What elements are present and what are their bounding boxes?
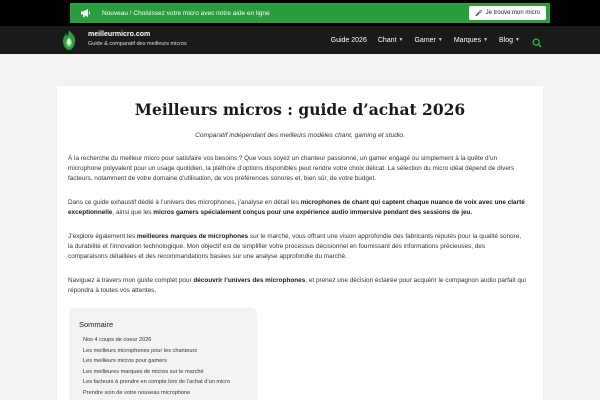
- toc-item[interactable]: Les meilleures marques de micros sur le marché: [83, 368, 204, 375]
- bold-text: découvrir l’univers des microphones: [193, 277, 306, 284]
- toc-item[interactable]: Nos 4 coups de coeur 2026: [83, 337, 152, 343]
- text: sur le marché, vous offrant une vision approfondie des fabricants réputés pour la qualité sonore, la durabilité et l’innovation technologique. Mon objectif est de simplifier votre processus décisionnel en fournissant des informations précieuses, des comparaisons détaillées et des recommandations basées sur une analyse approfondie du marché.: [68, 233, 522, 260]
- intro-paragraph-4: [68, 276, 526, 296]
- megaphone-icon: [78, 6, 92, 20]
- nav-label: Marques: [453, 36, 482, 44]
- bold-text: micros gamers spécialement conçus pour une expérience audio immersive pendant des sessions de jeu.: [153, 209, 473, 216]
- toc-item[interactable]: Les meilleurs micros pour gamers: [83, 358, 167, 364]
- nav-label: Blog: [499, 36, 514, 44]
- bold-text: meilleures marques de microphones: [136, 233, 249, 240]
- nav-item-blog[interactable]: [499, 37, 520, 44]
- intro-paragraph-1: À la recherche du meilleur micro pour satisfaire vos besoins ? Que vous soyez un chanteur passionné, un gamer engagé ou simplement à la quête d’un microphone polyvalent pour un usage quotidien, la pléthore d’options disponibles peut rendre votre choix délicat. La sélection du micro idéal dépend de divers facteurs, notamment de votre domaine d’utilisation, de vos préférences sonores et, bien sûr, de votre budget.: [68, 155, 515, 182]
- promo-bar: [0, 0, 600, 26]
- article-card: [57, 86, 543, 400]
- microphone-icon: 🎤: [475, 10, 483, 17]
- intro-paragraph-3: [68, 232, 526, 262]
- nav-item-gamer[interactable]: [414, 37, 442, 44]
- toc-item[interactable]: Les meilleurs microphones pour les chanteurs: [83, 347, 198, 354]
- chevron-down-icon: ▼: [398, 37, 404, 43]
- chevron-down-icon: ▼: [515, 37, 520, 43]
- text: , et prenez une décision éclairée pour acquérir le compagnon audio parfait qui répondra à toutes vos attentes.: [68, 277, 526, 294]
- promo-text: Nouveau ! Choisissez votre micro avec notre aide en ligne: [102, 9, 270, 17]
- chevron-down-icon: ▼: [437, 37, 443, 43]
- toc-title: Sommaire: [79, 320, 114, 329]
- page-title: Meilleurs micros : guide d’achat 2026: [134, 100, 466, 119]
- page-subtitle: Comparatif indépendant des meilleurs modèles chant, gaming et studio.: [195, 132, 405, 139]
- toc-item[interactable]: Les facteurs à prendre en compte lors de l’achat d’un micro: [83, 379, 231, 385]
- flame-microphone-logo[interactable]: [58, 29, 80, 51]
- find-micro-label: Je trouve mon micro: [485, 10, 540, 16]
- nav-item-chant[interactable]: [378, 37, 404, 44]
- table-of-contents: [69, 308, 257, 400]
- search-icon[interactable]: [532, 35, 542, 45]
- site-header: [0, 26, 600, 54]
- nav-item-marques[interactable]: [454, 37, 488, 44]
- text: Dans ce guide exhaustif dédié à l’univers des microphones, j’analyse en détail les: [68, 199, 301, 206]
- chevron-down-icon: ▼: [483, 37, 489, 43]
- text: , ainsi que les: [112, 209, 154, 216]
- nav-label: Gamer: [414, 36, 436, 44]
- nav-label: Guide 2026: [330, 36, 367, 44]
- nav-item-guide-2026[interactable]: [331, 37, 367, 44]
- toc-list: [83, 335, 230, 398]
- nav-label: Chant: [377, 36, 397, 44]
- main-nav: [320, 35, 542, 45]
- site-brand[interactable]: meilleurmicro.com: [88, 31, 151, 38]
- text: Naviguez à travers mon guide complet pour: [68, 277, 194, 284]
- find-micro-button[interactable]: [469, 6, 546, 20]
- text: J’explore également les: [68, 233, 137, 240]
- site-tagline: Guide & comparatif des meilleurs micros: [88, 41, 187, 47]
- intro-paragraph-2: [68, 198, 526, 218]
- toc-item[interactable]: Prendre soin de votre nouveau microphone: [83, 389, 191, 396]
- promo-banner: [70, 3, 550, 23]
- bold-text: microphones de chant qui captent chaque nuance de voix avec une clarté exceptionnelle: [68, 199, 525, 216]
